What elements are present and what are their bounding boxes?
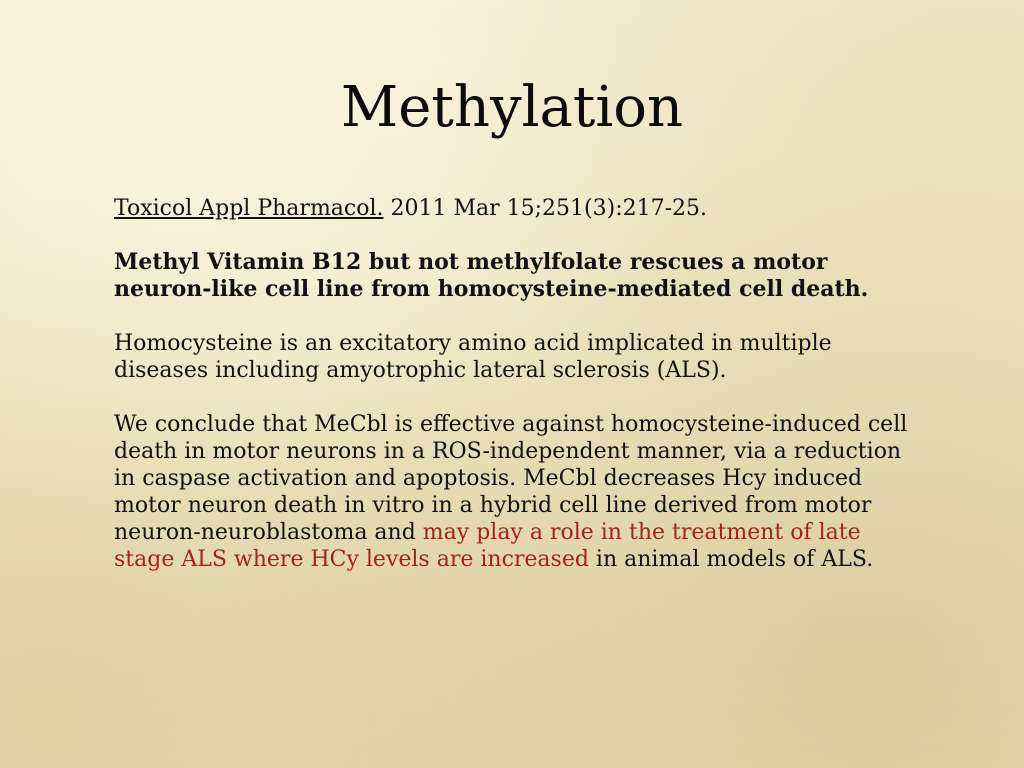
conclusion-tail: in animal models of ALS.: [588, 547, 874, 572]
journal-link[interactable]: Toxicol Appl Pharmacol.: [114, 196, 384, 221]
slide-body: [114, 195, 914, 573]
conclusion-paragraph: [114, 411, 914, 573]
conclusion-lead: We conclude that MeCbl is effective against homocysteine-induced cell death in motor neurons in a ROS-independent manner, via a reduction in caspase activation and apoptosis. MeCbl decreases Hcy induced motor neuron death in vitro in a hybrid cell line derived from motor neuron-neuroblastoma and: [114, 412, 908, 545]
citation-details: 2011 Mar 15;251(3):217-25.: [383, 196, 708, 221]
intro-paragraph: Homocysteine is an excitatory amino acid implicated in multiple diseases including amyotrophic lateral sclerosis (ALS).: [114, 331, 832, 383]
conclusion-highlight: may play a role in the treatment of late stage ALS where HCy levels are increased: [114, 520, 861, 572]
slide-title: Methylation: [340, 75, 684, 140]
citation: [114, 195, 914, 222]
article-title: Methyl Vitamin B12 but not methylfolate rescues a motor neuron-like cell line from homocysteine-mediated cell death.: [114, 249, 869, 302]
